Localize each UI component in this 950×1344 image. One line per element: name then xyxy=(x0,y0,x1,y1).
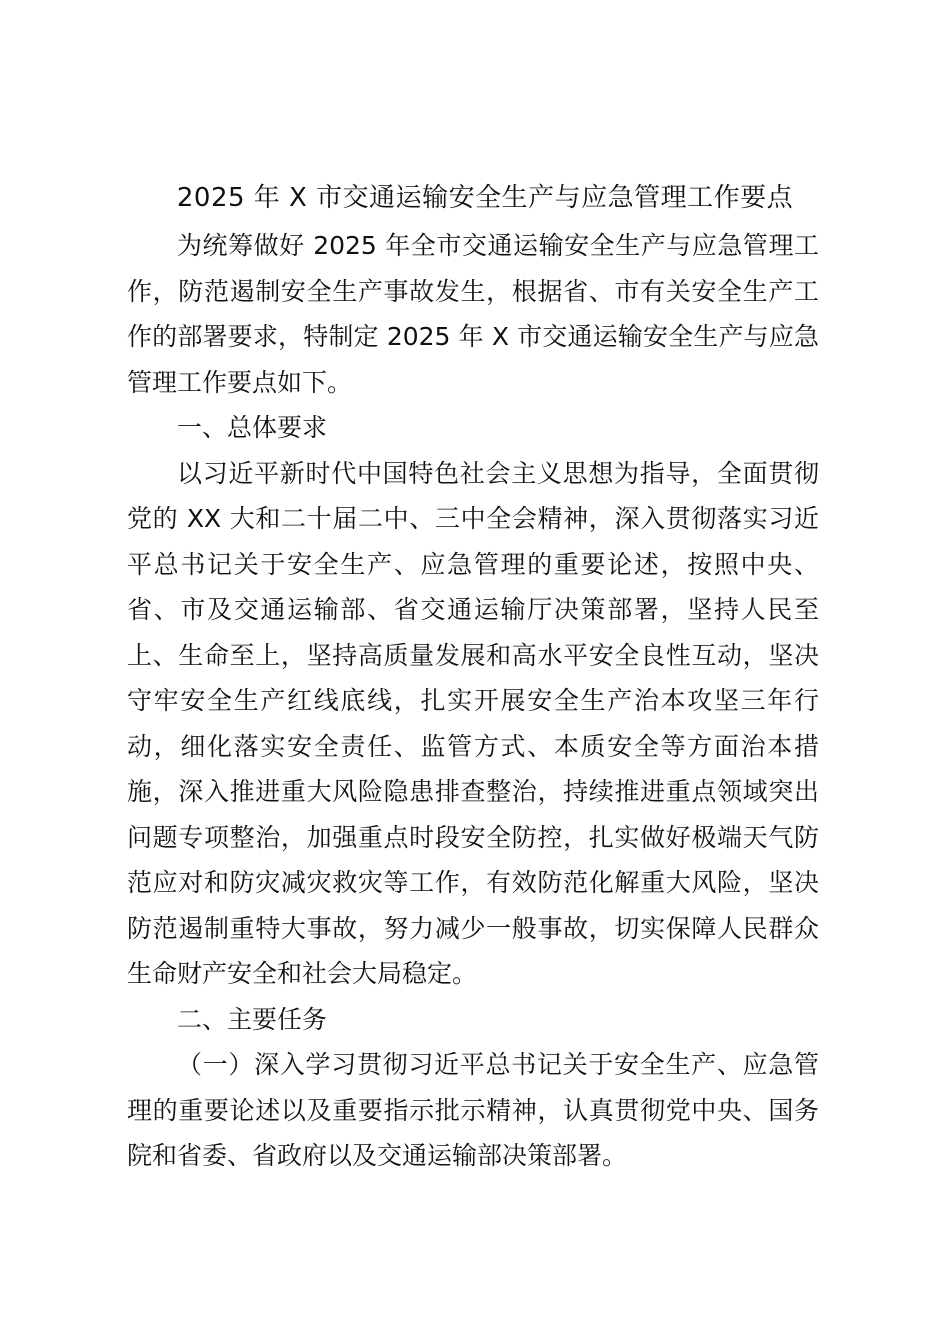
section-1-heading: 一、总体要求 xyxy=(177,413,328,442)
section-2-item-1-paragraph: （一）深入学习贯彻习近平总书记关于安全生产、应急管理的重要论述以及重要指示批示精神，认真贯彻党中央、国务院和省委、省政府以及交通运输部决策部署。 xyxy=(127,1050,819,1170)
section-2-heading: 二、主要任务 xyxy=(177,1004,328,1034)
document-title: 2025 年 X 市交通运输安全生产与应急管理工作要点 xyxy=(176,183,794,213)
intro-paragraph: 为统筹做好 2025 年全市交通运输安全生产与应急管理工作，防范遏制安全生产事故发生，根据省、市有关安全生产工作的部署要求，特制定 2025 年 X 市交通运输安全生产与应急管理工作要点如下。 xyxy=(127,231,819,397)
section-1-paragraph: 以习近平新时代中国特色社会主义思想为指导，全面贯彻党的 XX 大和二十届二中、三中全会精神，深入贯彻落实习近平总书记关于安全生产、应急管理的重要论述，按照中央、省、市及交通运输部、省交通运输厅决策部署，坚持人民至上、生命至上，坚持高质量发展和高水平安全良性互动，坚决守牢安全生产红线底线，扎实开展安全生产治本攻坚三年行动，细化落实安全责任、监管方式、本质安全等方面治本措施，深入推进重大风险隐患排查整治，持续推进重点领域突出问题专项整治，加强重点时段安全防控，扎实做好极端天气防范应对和防灾减灾救灾等工作，有效防范化解重大风险，坚决防范遏制重特大事故，努力减少一般事故，切实保障人民群众生命财产安全和社会大局稳定。 xyxy=(127,458,819,988)
document-body xyxy=(127,223,819,1179)
